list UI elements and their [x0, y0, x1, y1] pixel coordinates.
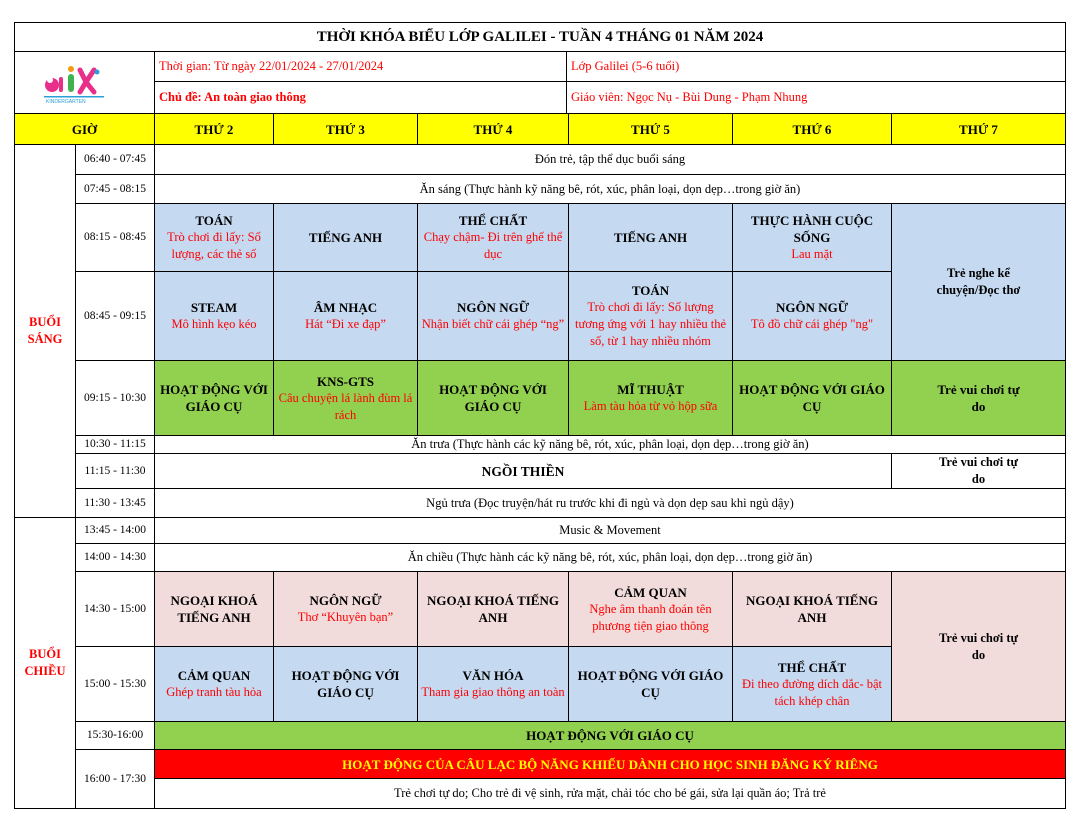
activity-cell: VĂN HÓA Tham gia giao thông an toàn: [418, 647, 569, 722]
session-afternoon: BUỔI CHIỀU: [14, 518, 76, 809]
activity-cell: MĨ THUẬT Làm tàu hỏa từ vỏ hộp sữa: [569, 361, 733, 436]
header-day: THỨ 7: [892, 114, 1066, 145]
activity-cell: Trẻ vui chơi tự do: [892, 361, 1066, 436]
time-slot: 13:45 - 14:00: [76, 518, 155, 544]
info-teachers: Giáo viên: Ngọc Nụ - Bùi Dung - Phạm Nhung: [567, 82, 1066, 114]
activity-cell: NGOẠI KHOÁ TIẾNG ANH: [733, 572, 892, 647]
time-slot: 11:30 - 13:45: [76, 489, 155, 518]
time-slot: 06:40 - 07:45: [76, 145, 155, 175]
activity-cell: ÂM NHẠC Hát “Đi xe đạp”: [274, 272, 418, 361]
activity-cell: HOẠT ĐỘNG VỚI GIÁO CỤ: [418, 361, 569, 436]
info-topic: Chủ đề: An toàn giao thông: [155, 82, 567, 114]
routine-row: Music & Movement: [155, 518, 1066, 544]
time-slot: 10:30 - 11:15: [76, 436, 155, 454]
time-slot: 14:30 - 15:00: [76, 572, 155, 647]
activity-cell: HOẠT ĐỘNG VỚI GIÁO CỤ: [569, 647, 733, 722]
activity-cell: THỂ CHẤT Chạy chậm- Đi trên ghế thể dục: [418, 204, 569, 272]
club-activity-banner: HOẠT ĐỘNG CỦA CÂU LẠC BỘ NĂNG KHIẾU DÀNH CHO HỌC SINH ĐĂNG KÝ RIÊNG: [155, 750, 1066, 779]
time-slot: 11:15 - 11:30: [76, 454, 155, 489]
header-day: THỨ 3: [274, 114, 418, 145]
routine-row: Trẻ chơi tự do; Cho trẻ đi vệ sinh, rửa mặt, chải tóc cho bé gái, sửa lại quần áo; Trả trẻ: [155, 779, 1066, 809]
info-time: Thời gian: Từ ngày 22/01/2024 - 27/01/2024: [155, 52, 567, 82]
routine-row: HOẠT ĐỘNG VỚI GIÁO CỤ: [155, 722, 1066, 750]
routine-row: Ăn trưa (Thực hành các kỹ năng bê, rót, xúc, phân loại, dọn dẹp…trong giờ ăn): [155, 436, 1066, 454]
activity-cell-saturday: Trẻ vui chơi tự do: [892, 572, 1066, 722]
routine-row: Ngủ trưa (Đọc truyện/hát ru trước khi đi ngủ và dọn dẹp sau khi ngủ dậy): [155, 489, 1066, 518]
time-slot: 08:45 - 09:15: [76, 272, 155, 361]
school-logo: [42, 62, 128, 104]
activity-cell: NGOẠI KHOÁ TIẾNG ANH: [155, 572, 274, 647]
page-title: THỜI KHÓA BIỂU LỚP GALILEI - TUẦN 4 THÁNG 01 NĂM 2024: [14, 22, 1066, 52]
routine-row: Đón trẻ, tập thể dục buổi sáng: [155, 145, 1066, 175]
time-slot: 15:30-16:00: [76, 722, 155, 750]
time-slot: 07:45 - 08:15: [76, 175, 155, 204]
header-hour: GIỜ: [14, 114, 155, 145]
logo-subtext: KINDERGARTEN: [45, 98, 86, 104]
activity-cell: CẢM QUAN Nghe âm thanh đoán tên phương tiện giao thông: [569, 572, 733, 647]
session-morning: BUỔI SÁNG: [14, 145, 76, 518]
activity-cell: THỂ CHẤT Đi theo đường dích dắc- bật tách khép chân: [733, 647, 892, 722]
activity-cell: THỰC HÀNH CUỘC SỐNG Lau mặt: [733, 204, 892, 272]
activity-cell-saturday: Trẻ vui chơi tự do: [892, 454, 1066, 489]
activity-cell: STEAM Mô hình kẹo kéo: [155, 272, 274, 361]
activity-cell: TIẾNG ANH: [274, 204, 418, 272]
time-slot: 14:00 - 14:30: [76, 544, 155, 572]
header-day: THỨ 6: [733, 114, 892, 145]
activity-cell: HOẠT ĐỘNG VỚI GIÁO CỤ: [274, 647, 418, 722]
time-slot: 16:00 - 17:30: [76, 750, 155, 809]
activity-cell: TIẾNG ANH: [569, 204, 733, 272]
time-slot: 09:15 - 10:30: [76, 361, 155, 436]
activity-cell-saturday: Trẻ nghe kể chuyện/Đọc thơ: [892, 204, 1066, 361]
activity-cell: HOẠT ĐỘNG VỚI GIÁO CỤ: [155, 361, 274, 436]
routine-row: Ăn sáng (Thực hành kỹ năng bê, rót, xúc, phân loại, dọn dẹp…trong giờ ăn): [155, 175, 1066, 204]
activity-cell: TOÁN Trò chơi đi lấy: Số lượng, các thẻ số: [155, 204, 274, 272]
activity-cell: KNS-GTS Câu chuyện lá lành đùm lá rách: [274, 361, 418, 436]
time-slot: 15:00 - 15:30: [76, 647, 155, 722]
activity-cell: CẢM QUAN Ghép tranh tàu hỏa: [155, 647, 274, 722]
time-slot: 08:15 - 08:45: [76, 204, 155, 272]
activity-cell: NGÔN NGỮ Nhận biết chữ cái ghép “ng”: [418, 272, 569, 361]
header-day: THỨ 5: [569, 114, 733, 145]
header-day: THỨ 4: [418, 114, 569, 145]
activity-cell: TOÁN Trò chơi đi lấy: Số lượng tương ứng với 1 hay nhiều thẻ số, từ 1 hay nhiều nhóm: [569, 272, 733, 361]
activity-cell: NGOẠI KHOÁ TIẾNG ANH: [418, 572, 569, 647]
routine-row: NGỒI THIỀN: [155, 454, 892, 489]
activity-cell: NGÔN NGỮ Tô đồ chữ cái ghép "ng": [733, 272, 892, 361]
activity-cell: NGÔN NGỮ Thơ “Khuyên bạn”: [274, 572, 418, 647]
routine-row: Ăn chiều (Thực hành các kỹ năng bê, rót, xúc, phân loại, dọn dẹp…trong giờ ăn): [155, 544, 1066, 572]
info-class: Lớp Galilei (5-6 tuổi): [567, 52, 1066, 82]
logo-cell: [14, 52, 155, 114]
activity-cell: HOẠT ĐỘNG VỚI GIÁO CỤ: [733, 361, 892, 436]
header-day: THỨ 2: [155, 114, 274, 145]
